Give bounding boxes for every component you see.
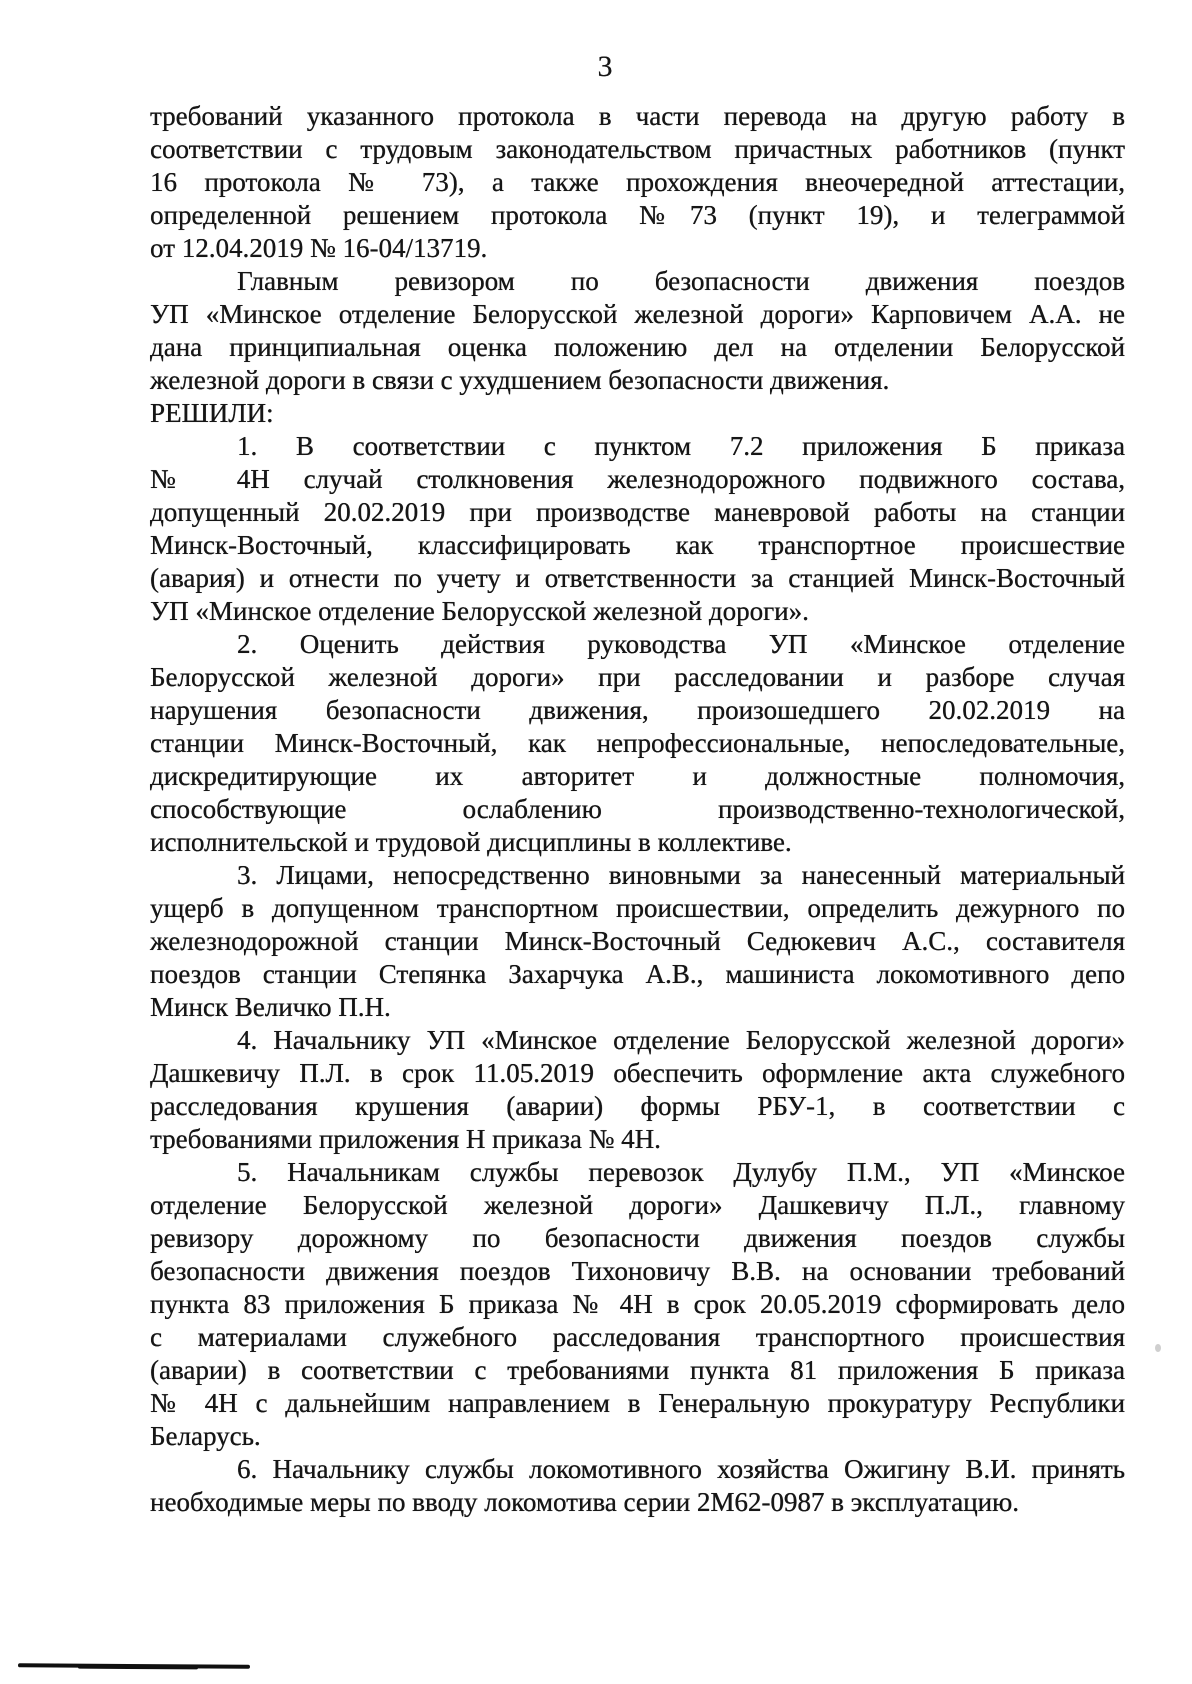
- document-text-block: [150, 100, 1125, 1519]
- text-line: Минск-Восточный, классифицировать как транспортное происшествие: [150, 530, 1125, 560]
- text-line: поездов станции Степянка Захарчука А.В., машиниста локомотивного депо: [150, 959, 1125, 989]
- paragraph-3: [150, 430, 1125, 628]
- text-line: УП «Минское отделение Белорусской железной дороги».: [150, 596, 809, 626]
- text-line: расследования крушения (аварии) формы РБУ-1, в соответствии с: [150, 1091, 1125, 1121]
- text-line: соответствии с трудовым законодательством причастных работников (пункт: [150, 134, 1125, 164]
- text-line: (аварии) в соответствии с требованиями пункта 81 приложения Б приказа: [150, 1355, 1125, 1385]
- text-line: железной дороги в связи с ухудшением безопасности движения.: [150, 365, 890, 395]
- text-line: (авария) и отнести по учету и ответственности за станцией Минск-Восточный: [150, 563, 1125, 593]
- text-line: отделение Белорусской железной дороги» Дашкевичу П.Л., главному: [150, 1190, 1125, 1220]
- scan-artifact-speck: [1155, 1344, 1161, 1352]
- text-line: Главным ревизором по безопасности движения поездов: [237, 266, 1125, 296]
- text-line: Дашкевичу П.Л. в срок 11.05.2019 обеспечить оформление акта служебного: [150, 1058, 1125, 1088]
- text-line: нарушения безопасности движения, произошедшего 20.02.2019 на: [150, 695, 1125, 725]
- text-line: ущерб в допущенном транспортном происшествии, определить дежурного по: [150, 893, 1125, 923]
- text-line: 6. Начальнику службы локомотивного хозяйства Ожигину В.И. принять: [237, 1454, 1125, 1484]
- paragraph-7: [150, 1156, 1125, 1453]
- text-line: требованиями приложения Н приказа № 4Н.: [150, 1124, 661, 1154]
- text-line: 16 протокола № 73), а также прохождения внеочередной аттестации,: [150, 167, 1125, 197]
- paragraph-2: [150, 397, 1125, 430]
- text-line: определенной решением протокола №73 (пункт 19), и телеграммой: [150, 200, 1125, 230]
- text-line: 4. Начальнику УП «Минское отделение Белорусской железной дороги»: [237, 1025, 1125, 1055]
- text-line: необходимые меры по вводу локомотива серии 2М62-0987 в эксплуатацию.: [150, 1487, 1019, 1517]
- paragraph-0: [150, 100, 1125, 265]
- text-line: Белорусской железной дороги» при расследовании и разборе случая: [150, 662, 1125, 692]
- text-line: допущенный 20.02.2019 при производстве маневровой работы на станции: [150, 497, 1125, 527]
- text-line: УП «Минское отделение Белорусской железной дороги» Карповичем А.А. не: [150, 299, 1125, 329]
- page-number: 3: [597, 50, 613, 83]
- text-line: способствующие ослаблению производственно-технологической,: [150, 794, 1125, 824]
- paragraph-1: [150, 265, 1125, 397]
- text-line: пункта 83 приложения Б приказа № 4Н в срок 20.05.2019 сформировать дело: [150, 1289, 1125, 1319]
- text-line: с материалами служебного расследования транспортного происшествия: [150, 1322, 1125, 1352]
- scan-artifact-line: [18, 1663, 250, 1668]
- text-line: РЕШИЛИ:: [150, 398, 274, 428]
- text-line: дискредитирующие их авторитет и должностные полномочия,: [150, 761, 1125, 791]
- text-line: Минск Величко П.Н.: [150, 992, 391, 1022]
- paragraph-8: [150, 1453, 1125, 1519]
- text-line: 3. Лицами, непосредственно виновными за нанесенный материальный: [237, 860, 1125, 890]
- text-line: № 4Н случай столкновения железнодорожного подвижного состава,: [150, 464, 1125, 494]
- text-line: дана принципиальная оценка положению дел на отделении Белорусской: [150, 332, 1125, 362]
- text-line: 2. Оценить действия руководства УП «Минское отделение: [237, 629, 1125, 659]
- paragraph-5: [150, 859, 1125, 1024]
- paragraph-6: [150, 1024, 1125, 1156]
- text-line: железнодорожной станции Минск-Восточный Седюкевич А.С., составителя: [150, 926, 1125, 956]
- text-line: исполнительской и трудовой дисциплины в коллективе.: [150, 827, 792, 857]
- text-line: от 12.04.2019 № 16-04/13719.: [150, 233, 488, 263]
- text-line: № 4Н с дальнейшим направлением в Генеральную прокуратуру Республики: [150, 1388, 1125, 1418]
- text-line: станции Минск-Восточный, как непрофессиональные, непоследовательные,: [150, 728, 1125, 758]
- text-line: ревизору дорожному по безопасности движения поездов службы: [150, 1223, 1125, 1253]
- text-line: требований указанного протокола в части перевода на другую работу в: [150, 101, 1125, 131]
- paragraph-4: [150, 628, 1125, 859]
- text-line: 1. В соответствии с пунктом 7.2 приложения Б приказа: [237, 431, 1125, 461]
- text-line: безопасности движения поездов Тихоновичу В.В. на основании требований: [150, 1256, 1125, 1286]
- text-line: 5. Начальникам службы перевозок Дулубу П.М., УП «Минское: [237, 1157, 1125, 1187]
- text-line: Беларусь.: [150, 1421, 261, 1451]
